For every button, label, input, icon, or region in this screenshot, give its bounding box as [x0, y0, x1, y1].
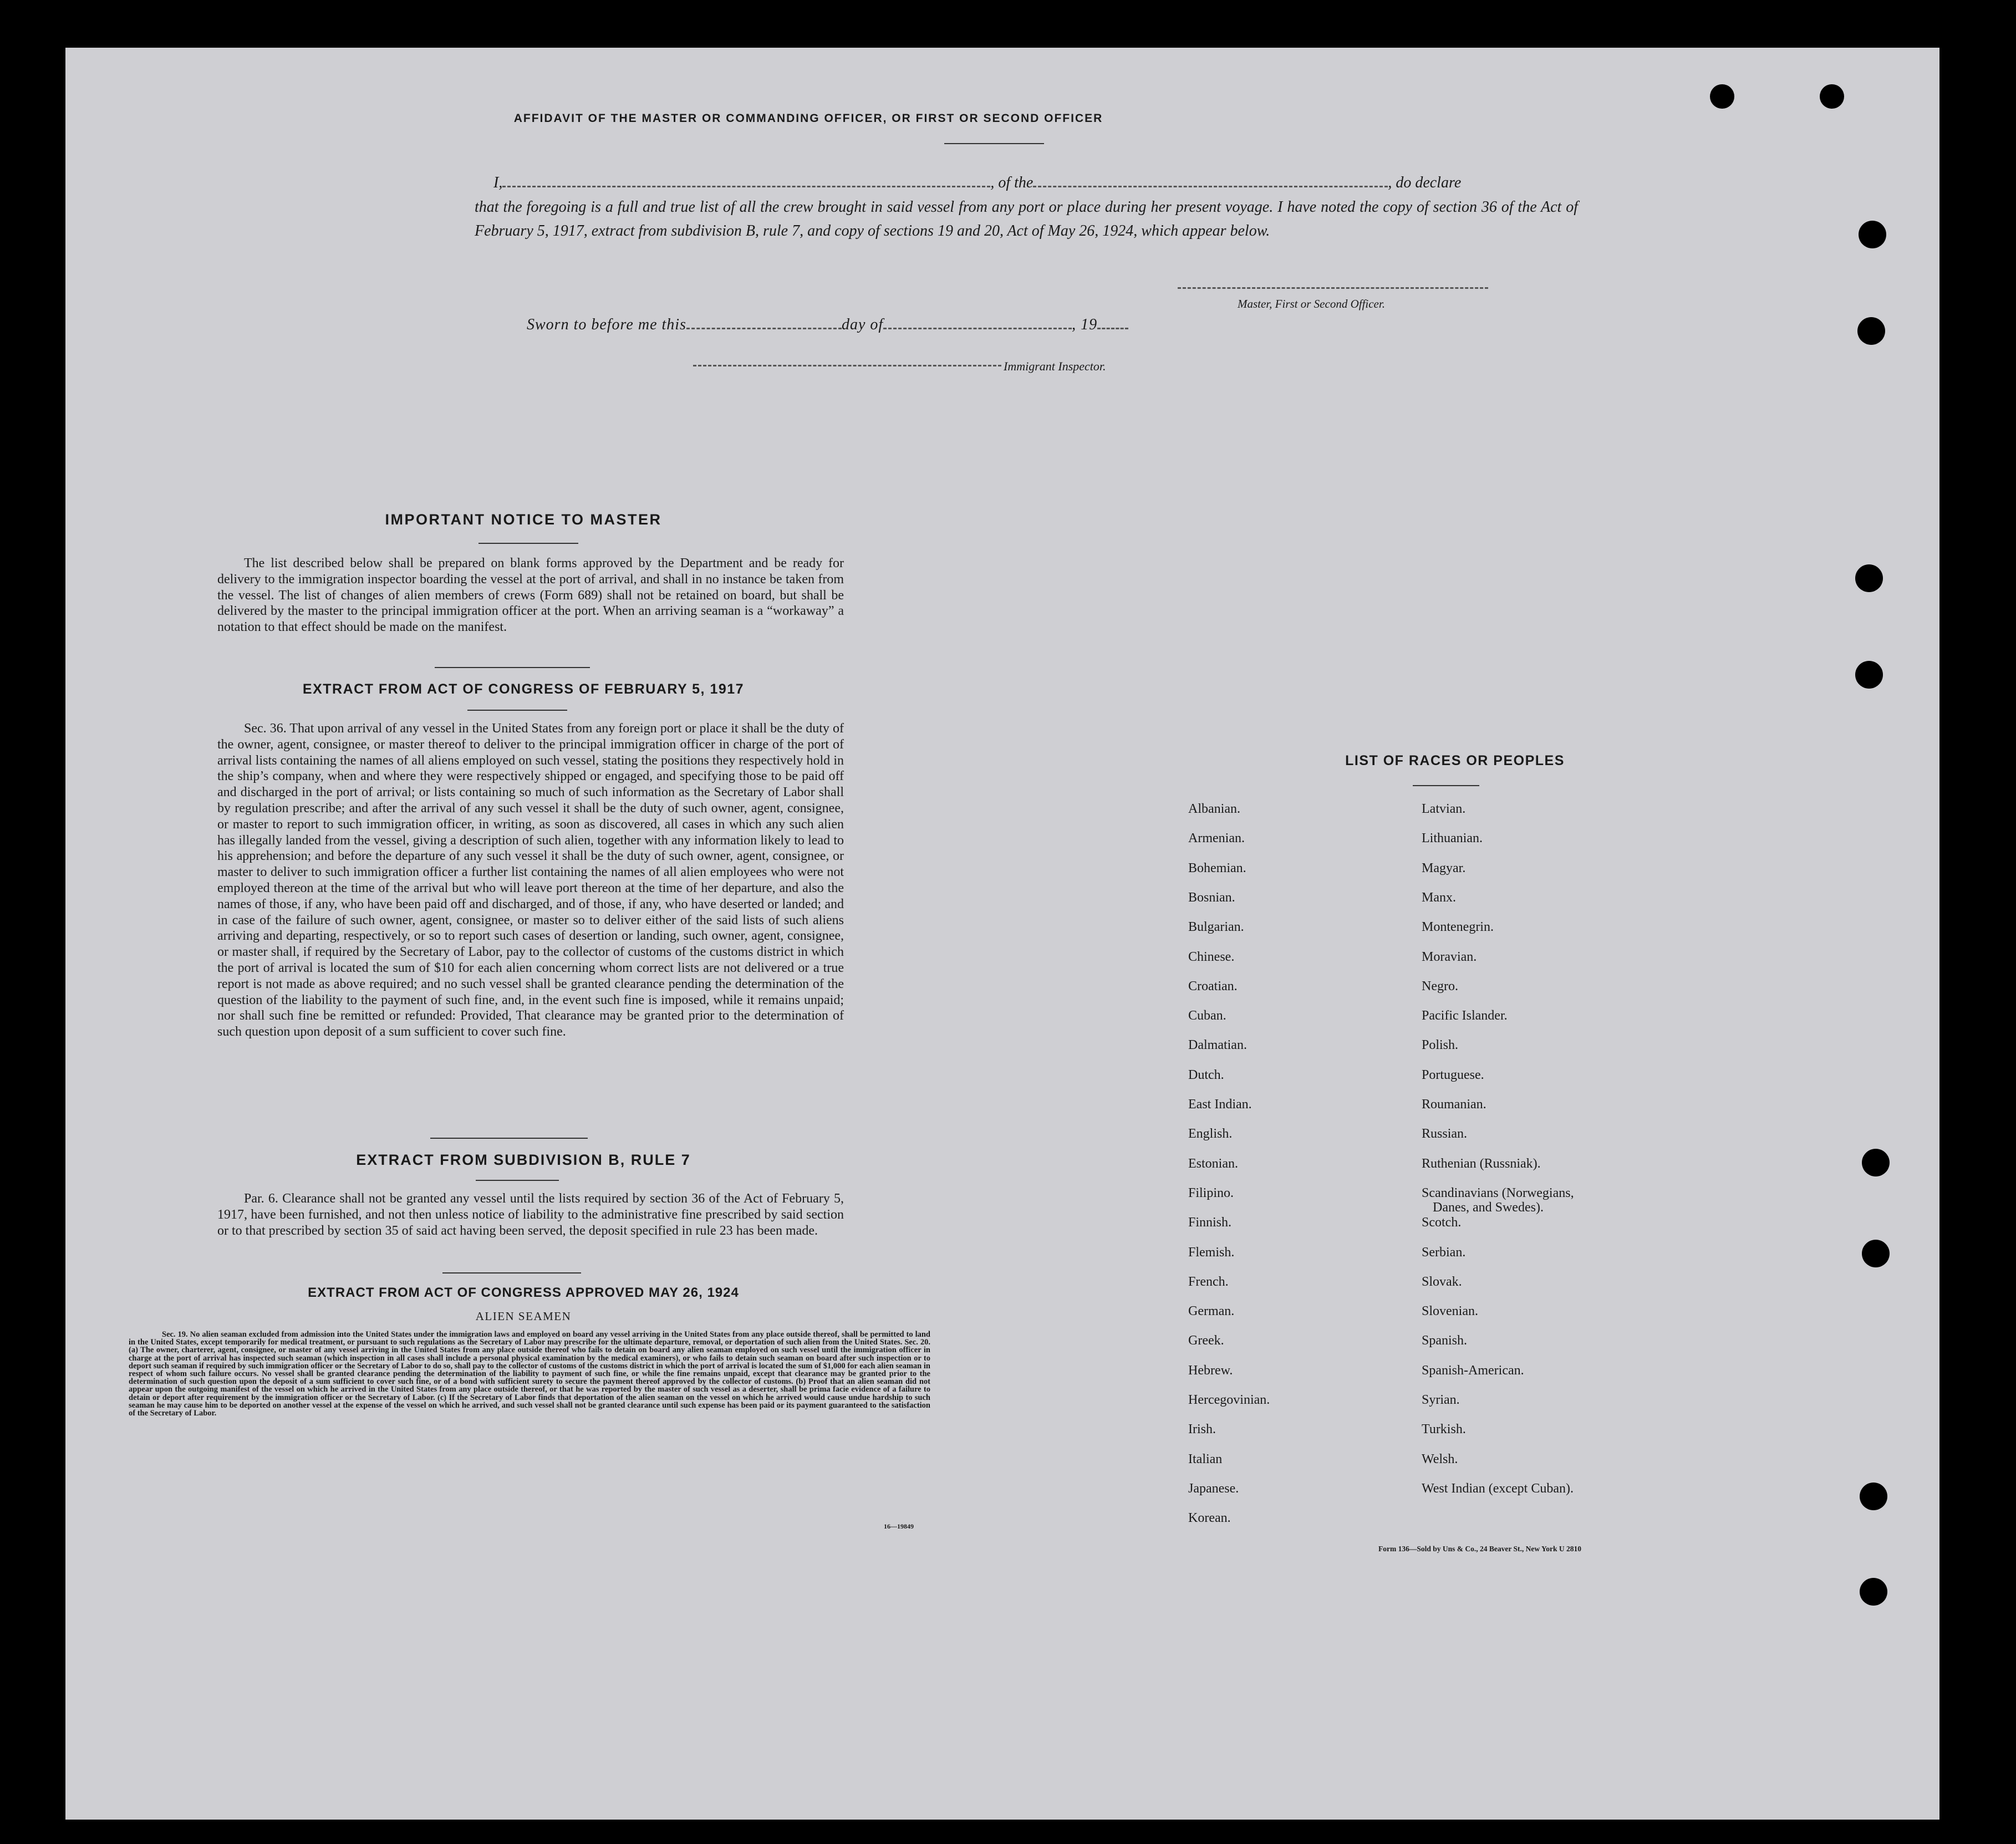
punch-hole	[1862, 1149, 1890, 1176]
race-item: Cuban.	[1188, 1008, 1226, 1023]
punch-hole	[1860, 1483, 1887, 1510]
notice-title: IMPORTANT NOTICE TO MASTER	[385, 511, 662, 528]
punch-hole	[1855, 661, 1883, 689]
race-item: Ruthenian (Russniak).	[1422, 1156, 1541, 1171]
race-item: Montenegrin.	[1422, 920, 1494, 935]
notice-body: The list described below shall be prepared on blank forms approved by the Department and be ready for delivery to the immigration inspector boarding the vessel at the port of arrival, and shall in no instance be taken from the vessel. The list of changes of alien members of crews (Form 689) shall not be retained on board, but shall be delivered by the master to the principal immigration officer at the port. When an arriving seaman is a “workaway” a notation to that effect should be made on the manifest.	[217, 556, 844, 635]
race-item: Chinese.	[1188, 949, 1235, 964]
rule7-rule	[476, 1180, 559, 1181]
race-item: Scandinavians (Norwegians,	[1422, 1185, 1574, 1200]
race-item: Pacific Islander.	[1422, 1008, 1508, 1023]
race-item: Moravian.	[1422, 949, 1477, 964]
do-declare-label: , do declare	[1388, 174, 1462, 191]
extract-1924-body: Sec. 19. No alien seaman excluded from admission into the United States under the immigration laws and employed on board any vessel arriving in the United States from any place outside thereof, shall be permitted to land in the United States, except temporarily for medical treatment, or pursuant to such regulations as the Secretary of Labor may prescribe for the ultimate departure, removal, or deportation of such alien from the United States. Sec. 20. (a) The owner, charterer, agent, consignee, or master of any vessel arriving in the United States from any place outside thereof who fails to detain on board any alien seaman employed on such vessel until the immigration officer in charge at the port of arrival has inspected such seaman (which inspection in all cases shall include a personal physical examination by the medical examiners), or who fails to detain such seaman on board after such inspection or to deport such seaman if required by such immigration officer or the Secretary of Labor to do so, shall pay to the collector of customs of the customs district in which the port of arrival is located the sum of $1,000 for each alien seaman in respect of whom such failure occurs. No vessel shall be granted clearance pending the determination of the liability to payment of such fine, or while the fine remains unpaid, except that clearance may be granted prior to the determination of such question upon the deposit of a sum sufficient to cover such fine, or of a bond with sufficient surety to secure the payment thereof approved by the collector of customs. (b) Proof that an alien seaman did not appear upon the outgoing manifest of the vessel on which he arrived in the United States from any place outside thereof, or that he was reported by the master of such vessel as a deserter, shall be prima facie evidence of a failure to detain or deport after requirement by the immigration officer or the Secretary of Labor. (c) If the Secretary of Labor finds that deportation of the alien seaman on the vessel on which he arrived would cause undue hardship to such seaman he may cause him to be deported on another vessel at the expense of the vessel on which he arrived, and such vessel shall not be granted clearance until such expense has been paid or its payment guaranteed to the satisfaction of the Secretary of Labor.	[129, 1330, 930, 1418]
race-item: Lithuanian.	[1422, 831, 1483, 846]
form-code: 16—19849	[884, 1522, 914, 1530]
inspector-blank[interactable]	[693, 365, 1001, 366]
race-item: Slovak.	[1422, 1274, 1462, 1289]
race-item: Scotch.	[1422, 1215, 1462, 1230]
sworn-day-blank[interactable]	[686, 323, 842, 329]
race-item: Armenian.	[1188, 831, 1245, 846]
race-item: West Indian (except Cuban).	[1422, 1481, 1574, 1496]
race-item: Korean.	[1188, 1511, 1231, 1526]
race-item: Estonian.	[1188, 1156, 1238, 1171]
signature-blank[interactable]	[1178, 287, 1488, 289]
title-rule	[944, 143, 1044, 144]
punch-hole	[1860, 1578, 1887, 1606]
race-item: Latvian.	[1422, 802, 1466, 816]
race-item: Hercegovinian.	[1188, 1393, 1270, 1407]
race-item: Roumanian.	[1422, 1097, 1486, 1112]
year-label: , 19	[1072, 316, 1098, 333]
race-item: Negro.	[1422, 979, 1458, 994]
races-title: LIST OF RACES OR PEOPLES	[1345, 753, 1565, 768]
inspector-caption: Immigrant Inspector.	[1004, 359, 1106, 373]
race-item: Polish.	[1422, 1038, 1459, 1053]
notice-rule	[478, 543, 578, 544]
sworn-year-blank[interactable]	[1097, 323, 1128, 329]
race-item: German.	[1188, 1304, 1235, 1319]
extract-1924-title: EXTRACT FROM ACT OF CONGRESS APPROVED MAY 26, 1924	[308, 1285, 739, 1300]
affidavit-title: AFFIDAVIT OF THE MASTER OR COMMANDING OFFICER, OR FIRST OR SECOND OFFICER	[513, 112, 1103, 125]
race-item: East Indian.	[1188, 1097, 1252, 1112]
race-item: Serbian.	[1422, 1245, 1466, 1260]
race-item: Syrian.	[1422, 1393, 1460, 1407]
form-sheet	[65, 48, 1939, 1820]
race-item: Dalmatian.	[1188, 1038, 1247, 1053]
notice-divider	[435, 667, 590, 668]
race-item: English.	[1188, 1127, 1233, 1142]
race-item: French.	[1188, 1274, 1229, 1289]
race-item: Japanese.	[1188, 1481, 1239, 1496]
race-item: Croatian.	[1188, 979, 1238, 994]
races-rule	[1413, 785, 1479, 786]
of-the-label: , of the	[990, 174, 1034, 191]
declaration-body: that the foregoing is a full and true list of all the crew brought in said vessel from any port or place during her present voyage. I have noted the copy of section 36 of the Act of February 5, 1917, extract from subdivision B, rule 7, and copy of sections 19 and 20, Act of May 26, 1924, which appear below.	[475, 198, 1578, 240]
signature-caption: Master, First or Second Officer.	[1238, 297, 1385, 310]
race-item: Danes, and Swedes).	[1433, 1200, 1544, 1215]
rule7-title: EXTRACT FROM SUBDIVISION B, RULE 7	[356, 1152, 691, 1168]
race-item: Filipino.	[1188, 1185, 1234, 1200]
race-item: Finnish.	[1188, 1215, 1232, 1230]
extract-1924-subtitle: ALIEN SEAMEN	[475, 1310, 572, 1323]
form-footer: Form 136—Sold by Uns & Co., 24 Beaver St., New York U 2810	[1378, 1545, 1581, 1553]
sworn-line	[527, 316, 1128, 334]
race-item: Russian.	[1422, 1127, 1468, 1142]
race-item: Spanish.	[1422, 1333, 1468, 1348]
race-item: Hebrew.	[1188, 1363, 1233, 1378]
punch-hole	[1857, 317, 1885, 345]
race-item: Spanish-American.	[1422, 1363, 1524, 1378]
extract-1917-rule	[467, 710, 567, 711]
race-item: Flemish.	[1188, 1245, 1235, 1260]
extract-1917-divider	[430, 1138, 588, 1139]
i-label: I,	[493, 174, 503, 191]
race-item: Irish.	[1188, 1422, 1216, 1437]
sworn-label: Sworn to before me this	[527, 316, 686, 333]
day-of-label: day of	[841, 316, 884, 333]
race-item: Turkish.	[1422, 1422, 1466, 1437]
extract-1917-body: Sec. 36. That upon arrival of any vessel in the United States from any foreign port or place it shall be the duty of the owner, agent, consignee, or master thereof to deliver to the principal immigration officer in charge of the port of arrival lists containing the names of all aliens employed on such vessel, stating the positions they respectively hold in the ship’s company, when and where they were respectively shipped or engaged, and specifying those to be paid off and discharged in the port of arrival; or lists containing so much of such information as the Secretary of Labor shall by regulation prescribe; and after the arrival of any such vessel it shall be the duty of such owner, agent, consignee, or master to report to such immigration officer, in writing, as soon as discovered, all cases in which any such alien has illegally landed from the vessel, giving a description of such alien, together with any information likely to lead to his apprehension; and before the departure of any such vessel it shall be the duty of such owner, agent, consignee, or master to deliver to such immigration officer a further list containing the names of all alien employees who were not employed thereon at the time of the arrival but who will leave port thereon at the time of her departure, and also the names of those, if any, who have been paid off and discharged, and of those, if any, who have deserted or landed; and in case of the failure of such owner, agent, consignee, or master so to deliver either of the said lists of such aliens arriving and departing, respectively, or so to report such cases of desertion or landing, such owner, agent, consignee, or master shall, if required by the Secretary of Labor, pay to the collector of customs of the customs district in which the port of arrival is located the sum of $10 for each alien concerning whom correct lists are not delivered or a true report is not made as above required; and no such vessel shall be granted clearance pending the determination of the question of the liability to the payment of such fine, and, in the event such fine is imposed, while it remains unpaid; nor shall such fine be remitted or refunded: Provided, That clearance may be granted prior to the determination of such question upon deposit of a sum sufficient to cover such fine.	[217, 721, 844, 1040]
race-item: Welsh.	[1422, 1451, 1458, 1466]
race-item: Albanian.	[1188, 802, 1240, 816]
race-item: Slovenian.	[1422, 1304, 1478, 1319]
race-item: Portuguese.	[1422, 1067, 1484, 1082]
name-blank[interactable]	[502, 181, 990, 187]
race-item: Italian	[1188, 1451, 1223, 1466]
punch-hole	[1862, 1240, 1890, 1267]
sworn-month-blank[interactable]	[883, 323, 1072, 329]
punch-hole	[1859, 221, 1886, 248]
punch-hole	[1710, 84, 1734, 109]
punch-hole	[1820, 84, 1844, 109]
rule7-body: Par. 6. Clearance shall not be granted any vessel until the lists required by section 36 of the Act of February 5, 1917, have been furnished, and not then unless notice of liability to the administrative fine prescribed by said section or to that prescribed by section 35 of said act having been served, the deposit specified in rule 23 has been made.	[217, 1191, 844, 1238]
race-item: Manx.	[1422, 890, 1456, 905]
race-item: Magyar.	[1422, 860, 1466, 875]
race-item: Dutch.	[1188, 1067, 1224, 1082]
extract-1917-title: EXTRACT FROM ACT OF CONGRESS OF FEBRUARY 5, 1917	[302, 681, 745, 697]
race-item: Bosnian.	[1188, 890, 1235, 905]
rule7-divider	[442, 1272, 581, 1274]
race-item: Greek.	[1188, 1333, 1224, 1348]
punch-hole	[1855, 564, 1883, 592]
race-item: Bulgarian.	[1188, 920, 1244, 935]
declaration-line	[493, 174, 1586, 192]
vessel-blank[interactable]	[1033, 181, 1388, 187]
race-item: Bohemian.	[1188, 860, 1246, 875]
